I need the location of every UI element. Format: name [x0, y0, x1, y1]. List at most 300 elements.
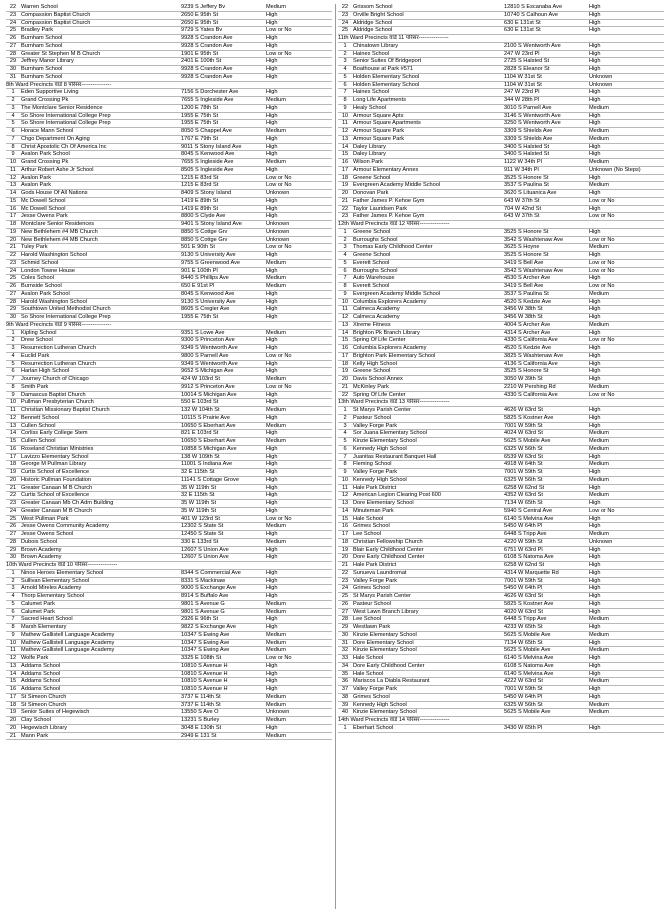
precinct-number: 20 [6, 236, 20, 244]
accessibility-level: Low or No [588, 197, 664, 205]
polling-place-address: 5825 S Kostner Ave [503, 414, 588, 422]
accessibility-level: Low or No [265, 50, 332, 58]
polling-place-name: Kipling School [20, 329, 180, 337]
polling-place-address: 6448 S Tripp Ave [503, 616, 588, 624]
polling-place-name: So Shore International College Prep [20, 112, 180, 120]
precinct-number: 5 [338, 438, 352, 446]
polling-place-address: 550 E 103rd St [180, 399, 265, 407]
accessibility-level: High [588, 577, 664, 585]
polling-place-address: 7001 W 59th St [503, 469, 588, 477]
polling-place-name: Christian Missionary Baptist Church [20, 407, 180, 415]
accessibility-level: Low or No [588, 236, 664, 244]
polling-place-name: Compassion Baptist Church [20, 19, 180, 27]
precinct-number: 9 [338, 290, 352, 298]
table-row [6, 120, 332, 128]
polling-place-name: Hale School [352, 670, 503, 678]
accessibility-level: High [265, 430, 332, 438]
table-row [338, 166, 664, 174]
polling-place-address: 10810 S Avenue H [180, 686, 265, 694]
accessibility-level: Medium [265, 608, 332, 616]
polling-place-name: American Legion Clearing Post 600 [352, 492, 503, 500]
table-row [6, 368, 332, 376]
table-row [338, 252, 664, 260]
table-row [338, 4, 664, 11]
polling-place-address: 3542 S Washtenaw Ave [503, 267, 588, 275]
polling-place-address: 650 E 91st Pl [180, 283, 265, 291]
table-row [338, 608, 664, 616]
polling-place-address: 4530 S Archer Ave [503, 275, 588, 283]
precinct-number: 28 [6, 538, 20, 546]
polling-place-address: 330 E 133rd St [180, 538, 265, 546]
table-row [6, 701, 332, 709]
precinct-number: 23 [6, 11, 20, 19]
accessibility-level: Medium [588, 104, 664, 112]
precinct-number: 6 [338, 445, 352, 453]
polling-place-name: Addams School [20, 686, 180, 694]
polling-place-address: 9351 S Lowe Ave [180, 329, 265, 337]
precinct-number: 1 [6, 569, 20, 577]
precinct-number: 8 [338, 97, 352, 105]
polling-place-address: 8045 S Kenwood Ave [180, 290, 265, 298]
accessibility-level: Medium [265, 422, 332, 430]
polling-place-name: Greater Canaan Mb Ch Adm Building [20, 500, 180, 508]
table-row [338, 228, 664, 236]
precinct-number: 21 [338, 197, 352, 205]
polling-place-name: Grimes School [352, 693, 503, 701]
table-row [6, 461, 332, 469]
table-row [6, 306, 332, 314]
polling-place-address: 3400 S Halsted St [503, 151, 588, 159]
precinct-number: 1 [338, 42, 352, 50]
accessibility-level: High [588, 593, 664, 601]
precinct-number: 4 [338, 252, 352, 260]
polling-place-name: Mathew Gallistell Language Academy [20, 639, 180, 647]
precinct-number: 18 [6, 461, 20, 469]
accessibility-level: Medium [265, 97, 332, 105]
accessibility-level: High [588, 360, 664, 368]
precinct-number: 36 [338, 678, 352, 686]
accessibility-level: High [588, 112, 664, 120]
polling-place-address: 9011 S Stony Island Ave [180, 143, 265, 151]
accessibility-level: Medium [588, 445, 664, 453]
accessibility-level: High [265, 461, 332, 469]
accessibility-level: Medium [588, 159, 664, 167]
table-row [6, 283, 332, 291]
accessibility-level: High [588, 4, 664, 11]
polling-place-name: Dore Elementary School [352, 500, 503, 508]
accessibility-level: Medium [588, 430, 664, 438]
table-row [6, 383, 332, 391]
polling-place-address: 10810 S Avenue H [180, 678, 265, 686]
precinct-number: 3 [338, 58, 352, 66]
table-row [6, 585, 332, 593]
polling-place-address: 12302 S State St [180, 523, 265, 531]
accessibility-level: High [588, 306, 664, 314]
polling-place-name: Drew School [20, 337, 180, 345]
accessibility-level: High [588, 120, 664, 128]
table-row [338, 298, 664, 306]
polling-place-address: 13231 S Burley [180, 717, 265, 725]
accessibility-level: High [265, 531, 332, 539]
accessibility-level: Unknown [265, 221, 332, 229]
polling-place-name: Harold Washington School [20, 252, 180, 260]
polling-place-address: 3325 E 108th St [180, 655, 265, 663]
table-row [338, 290, 664, 298]
polling-place-address: 1955 E 75th St [180, 112, 265, 120]
table-row [6, 523, 332, 531]
precinct-number: 24 [338, 19, 352, 27]
polling-place-address: 9928 S Crandon Ave [180, 42, 265, 50]
precinct-number: 9 [6, 631, 20, 639]
precinct-number: 5 [6, 120, 20, 128]
precinct-number: 39 [338, 701, 352, 709]
table-row [338, 151, 664, 159]
polling-place-name: Burnham School [20, 42, 180, 50]
precinct-number: 7 [338, 453, 352, 461]
accessibility-level: High [588, 414, 664, 422]
accessibility-level: Medium [588, 383, 664, 391]
polling-place-address: 4626 W 63rd St [503, 407, 588, 415]
precinct-number: 1 [338, 407, 352, 415]
table-row [6, 515, 332, 523]
precinct-number: 1 [338, 724, 352, 732]
polling-place-address: 4520 S Kedzie Ave [503, 298, 588, 306]
polling-place-address: 9822 S Exchange Ave [180, 624, 265, 632]
polling-place-address: 8331 S Mackinaw [180, 577, 265, 585]
polling-place-name: Wolfe Park [20, 655, 180, 663]
precinct-number: 16 [338, 159, 352, 167]
accessibility-level: High [265, 112, 332, 120]
accessibility-level: Low or No [265, 174, 332, 182]
polling-place-address: 9652 S Michigan Ave [180, 368, 265, 376]
table-row [338, 135, 664, 143]
table-row [338, 66, 664, 74]
accessibility-level: Medium [265, 407, 332, 415]
polling-place-address: 5450 W 64th Pl [503, 693, 588, 701]
accessibility-level: High [588, 42, 664, 50]
polling-place-address: 6258 W 62nd St [503, 484, 588, 492]
polling-place-address: 4136 S California Ave [503, 360, 588, 368]
accessibility-level: High [588, 345, 664, 353]
polling-place-name: Haines School [352, 50, 503, 58]
accessibility-level: Medium [265, 717, 332, 725]
polling-place-address: 10650 S Eberhart Ave [180, 438, 265, 446]
polling-place-name: Kelly High School [352, 360, 503, 368]
table-row [338, 182, 664, 190]
polling-place-name: Kennedy High School [352, 476, 503, 484]
polling-place-name: Curtis School of Excellence [20, 492, 180, 500]
polling-place-address: 9349 S Wentworth Ave [180, 360, 265, 368]
table-row [6, 221, 332, 229]
polling-place-name: Greater Canaan M B Church [20, 484, 180, 492]
polling-place-address: 12450 S State St [180, 531, 265, 539]
accessibility-level: High [588, 298, 664, 306]
accessibility-level: Low or No [265, 655, 332, 663]
precinct-number: 5 [6, 600, 20, 608]
polling-place-address: 3050 W 39th St [503, 376, 588, 384]
table-row [6, 399, 332, 407]
accessibility-level: High [588, 352, 664, 360]
polling-place-address: 10014 S Michigan Ave [180, 391, 265, 399]
precinct-number: 29 [6, 546, 20, 554]
polling-place-name: Holden Elementary School [352, 73, 503, 81]
table-row [6, 267, 332, 275]
table-row [338, 523, 664, 531]
polling-place-name: Dore Early Childhood Center [352, 662, 503, 670]
table-row [6, 631, 332, 639]
table-row [338, 267, 664, 275]
polling-place-address: 4352 W 63rd St [503, 492, 588, 500]
precinct-number: 20 [6, 717, 20, 725]
precinct-number: 1 [338, 228, 352, 236]
precinct-number: 16 [338, 523, 352, 531]
polling-place-name: Sor Juana Elementary School [352, 430, 503, 438]
table-row [338, 430, 664, 438]
polling-place-address: 6108 S Natoma Ave [503, 554, 588, 562]
accessibility-level: High [588, 27, 664, 35]
polling-place-address: 32 E 115th St [180, 469, 265, 477]
accessibility-level: Medium [588, 709, 664, 717]
precinct-number: 18 [338, 360, 352, 368]
polling-place-name: Christian Fellowship Church [352, 538, 503, 546]
accessibility-level: High [265, 306, 332, 314]
table-row [338, 577, 664, 585]
accessibility-level: High [588, 151, 664, 159]
table-row [338, 244, 664, 252]
table-row [6, 174, 332, 182]
polling-place-name: Xtreme Fitness [352, 321, 503, 329]
table-row [6, 166, 332, 174]
polling-place-address: 4024 W 63rd St [503, 430, 588, 438]
polling-place-address: 9928 S Crandon Ave [180, 66, 265, 74]
precinct-number: 25 [6, 275, 20, 283]
accessibility-level: High [588, 693, 664, 701]
precinct-number: 30 [6, 66, 20, 74]
accessibility-level: High [588, 314, 664, 322]
precinct-number: 37 [338, 686, 352, 694]
table-row [6, 151, 332, 159]
polling-place-address: 3525 S Honore St [503, 252, 588, 260]
polling-place-name: Blair Early Childhood Center [352, 546, 503, 554]
polling-place-name: Cullen School [20, 422, 180, 430]
polling-place-name: Schmid School [20, 259, 180, 267]
precinct-number: 21 [6, 732, 20, 740]
ward-header-row [6, 321, 332, 329]
polling-place-address: 1104 W 31st St [503, 73, 588, 81]
polling-place-name: Mc Dowell School [20, 197, 180, 205]
polling-place-address: 10650 S Eberhart Ave [180, 422, 265, 430]
precinct-number: 22 [6, 492, 20, 500]
accessibility-level: High [588, 686, 664, 694]
accessibility-level: Medium [265, 538, 332, 546]
accessibility-level: High [588, 422, 664, 430]
polling-place-address: 4314 W Marquette Rd [503, 569, 588, 577]
precinct-number: 2 [338, 414, 352, 422]
accessibility-level: High [265, 616, 332, 624]
accessibility-level: High [588, 662, 664, 670]
polling-place-address: 6258 W 62nd St [503, 562, 588, 570]
polling-place-name: Columbia Explorers Academy [352, 345, 503, 353]
polling-place-address: 8800 S Clyde Ave [180, 213, 265, 221]
precinct-number: 7 [338, 89, 352, 97]
polling-place-address: 1955 E 75th St [180, 314, 265, 322]
polling-place-name: Addams School [20, 670, 180, 678]
polling-place-address: 5450 W 64th Pl [503, 585, 588, 593]
table-row [6, 35, 332, 43]
table-row [6, 438, 332, 446]
table-row [6, 314, 332, 322]
accessibility-level: Medium [265, 693, 332, 701]
accessibility-level: Medium [265, 4, 332, 11]
precinct-number: 8 [6, 383, 20, 391]
precinct-number: 2 [6, 337, 20, 345]
accessibility-level: High [265, 267, 332, 275]
ward-header-row [338, 221, 664, 229]
polling-place-name: Fleming School [352, 461, 503, 469]
accessibility-level: Medium [265, 376, 332, 384]
polling-place-name: Avalon Park School [20, 151, 180, 159]
polling-place-address: 9239 S Jeffery Bv [180, 4, 265, 11]
polling-place-name: Greene School [352, 252, 503, 260]
polling-place-address: 32 E 115th St [180, 492, 265, 500]
accessibility-level: High [588, 205, 664, 213]
precinct-number: 2 [6, 97, 20, 105]
precinct-number: 11 [6, 166, 20, 174]
polling-place-address: 4220 W 59th St [503, 538, 588, 546]
table-row [338, 484, 664, 492]
table-row [338, 213, 664, 221]
polling-place-name: Senior Suites of Hegewisch [20, 709, 180, 717]
polling-place-name: Sunueva Laundromat [352, 569, 503, 577]
polling-place-address: 3419 S Bell Ave [503, 283, 588, 291]
polling-place-address: 1419 E 89th St [180, 197, 265, 205]
polling-place-name: Lavizzo Elementary School [20, 453, 180, 461]
table-row [6, 732, 332, 740]
accessibility-level: Medium [588, 438, 664, 446]
accessibility-level: Low or No [588, 337, 664, 345]
table-row [338, 283, 664, 291]
polling-place-address: 3620 S Lituanica Ave [503, 190, 588, 198]
polling-place-name: Mathew Gallistell Language Academy [20, 631, 180, 639]
polling-place-address: 35 W 119th St [180, 484, 265, 492]
polling-place-name: Hale Park District [352, 484, 503, 492]
accessibility-level: Medium [265, 600, 332, 608]
polling-place-address: 643 W 37th St [503, 213, 588, 221]
polling-place-name: Burroughs School [352, 236, 503, 244]
polling-place-name: Kennedy High School [352, 701, 503, 709]
polling-place-name: Jesse Owens Community Academy [20, 523, 180, 531]
table-row [6, 476, 332, 484]
polling-place-address: 10347 S Ewing Ave [180, 647, 265, 655]
polling-place-name: Valley Forge Park [352, 686, 503, 694]
precinct-number: 19 [338, 546, 352, 554]
accessibility-level: Medium [265, 275, 332, 283]
accessibility-level: Low or No [588, 259, 664, 267]
precinct-number: 33 [338, 655, 352, 663]
precinct-number: 29 [338, 624, 352, 632]
accessibility-level: High [265, 314, 332, 322]
table-row [338, 624, 664, 632]
table-row [6, 531, 332, 539]
precinct-number: 23 [6, 500, 20, 508]
polling-place-address: 9912 S Princeton Ave [180, 383, 265, 391]
accessibility-level: Unknown (No Steps) [588, 166, 664, 174]
polling-place-name: Montclare Senior Residences [20, 221, 180, 229]
polling-place-name: Everett School [352, 259, 503, 267]
polling-place-name: Mann Park [20, 732, 180, 740]
polling-place-name: Armour Square Apts [352, 112, 503, 120]
polling-place-name: Kinzie Elementary School [352, 647, 503, 655]
polling-place-address: 6325 W 56th St [503, 701, 588, 709]
accessibility-level: High [265, 554, 332, 562]
polling-place-address: 13550 S Ave O [180, 709, 265, 717]
precinct-number: 6 [6, 368, 20, 376]
polling-place-name: Evergreen Academy Middle School [352, 290, 503, 298]
table-row [338, 546, 664, 554]
polling-place-name: Avalon Park [20, 174, 180, 182]
polling-place-name: St Simeon Church [20, 693, 180, 701]
precinct-number: 31 [6, 73, 20, 81]
accessibility-level: High [265, 368, 332, 376]
precinct-number: 24 [338, 585, 352, 593]
table-row [338, 500, 664, 508]
precinct-number: 12 [6, 655, 20, 663]
polling-place-name: Jeffrey Manor Library [20, 58, 180, 66]
ward-header-row [6, 562, 332, 570]
polling-place-name: Grand Crossing Pk [20, 159, 180, 167]
polling-place-address: 3525 S Honore St [503, 174, 588, 182]
polling-place-address: 6325 W 56th St [503, 445, 588, 453]
table-row [338, 686, 664, 694]
table-row [338, 383, 664, 391]
polling-place-address: 4222 W 63rd St [503, 678, 588, 686]
polling-place-address: 1901 E 95th St [180, 50, 265, 58]
table-row [6, 670, 332, 678]
accessibility-level: High [588, 523, 664, 531]
precinct-number: 12 [338, 314, 352, 322]
precinct-number: 7 [338, 275, 352, 283]
table-row [6, 252, 332, 260]
accessibility-level: Medium [265, 647, 332, 655]
accessibility-level: Medium [265, 438, 332, 446]
polling-place-name: Mathew Gallistell Language Academy [20, 647, 180, 655]
table-row [6, 228, 332, 236]
polling-place-address: 643 W 37th St [503, 197, 588, 205]
accessibility-level: High [265, 414, 332, 422]
accessibility-level: Medium [265, 283, 332, 291]
accessibility-level: Low or No [265, 383, 332, 391]
polling-place-address: 4330 S California Ave [503, 391, 588, 399]
accessibility-level: High [588, 252, 664, 260]
precinct-number: 10 [6, 159, 20, 167]
polling-place-address: 1122 W 34th Pl [503, 159, 588, 167]
polling-place-address: 8850 S Cottge Grv [180, 236, 265, 244]
accessibility-level: Medium [588, 182, 664, 190]
polling-place-address: 8409 S Stony Island [180, 190, 265, 198]
accessibility-level: High [588, 562, 664, 570]
table-row [6, 593, 332, 601]
precinct-number: 14 [6, 430, 20, 438]
accessibility-level: Medium [588, 531, 664, 539]
polling-place-name: Cullen School [20, 438, 180, 446]
precinct-table-right [338, 4, 664, 733]
polling-place-name: Avalon Park School [20, 290, 180, 298]
precinct-number: 9 [6, 391, 20, 399]
ward-header-row [338, 717, 664, 725]
polling-place-address: 3010 S Parnell Ave [503, 104, 588, 112]
precinct-number: 17 [6, 213, 20, 221]
accessibility-level: High [588, 724, 664, 732]
